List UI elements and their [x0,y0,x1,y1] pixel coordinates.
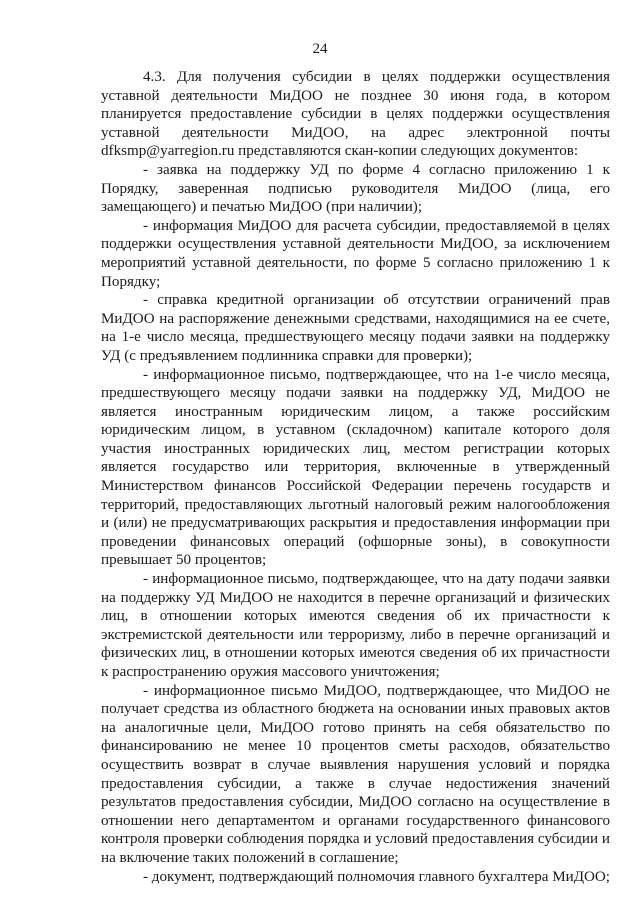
document-body [101,68,610,886]
paragraph-section-4-3: 4.3. Для получения субсидии в целях поддержки осуществления уставной деятельности МиДОО не позднее 30 июня года, в котором планируется предоставление субсидии в целях поддержки осуществления уставной деятельности МиДОО, на адрес электронной почты dfksmp@yarregion.ru представляются скан-копии следующих документов: [101,69,610,160]
page-number: 24 [312,41,328,57]
paragraph-application-form: - заявка на поддержку УД по форме 4 согласно приложению 1 к Порядку, заверенная подписью руководителя МиДОО (лица, его замещающего) и печатью МиДОО (при наличии); [101,161,610,216]
paragraph-chief-accountant-document: - документ, подтверждающий полномочия главного бухгалтера МиДОО; [143,868,610,885]
paragraph-extremism-list-letter: - информационное письмо, подтверждающее, что на дату подачи заявки на поддержку УД МиДОО не находится в перечне организаций и физических лиц, в отношении которых имеются сведения об их причастности к экстремистской деятельности или терроризму, либо в перечне организаций и физических лиц, в отношении которых имеются сведения об их причастности к распространению оружия массового уничтожения; [101,571,610,680]
paragraph-foreign-capital-letter: - информационное письмо, подтверждающее, что на 1-е число месяца, предшествующего месяцу подачи заявки на поддержку УД, МиДОО не является иностранным юридическим лицом, а также российским юридическим лицом, в уставном (складочном) капитале которого доля участия иностранных юридических лиц, местом регистрации которых является государство или территория, включенные в утвержденный Министерством финансов Российской Федерации перечень государств и территорий, предоставляющих льготный налоговый режим налогообложения и (или) не предусматривающих раскрытия и предоставления информации при проведении финансовых операций (офшорные зоны), в совокупности превышает 50 процентов; [101,366,610,569]
paragraph-bank-certificate: - справка кредитной организации об отсутствии ограничений прав МиДОО на распоряжение денежными средствами, находящимися на ее счете, на 1-е число месяца, предшествующего месяцу подачи заявки на поддержку УД (с предъявлением подлинника справки для проверки); [101,292,610,364]
paragraph-subsidy-calculation-info: - информация МиДОО для расчета субсидии, предоставляемой в целях поддержки осуществления уставной деятельности МиДОО, за исключением мероприятий уставной деятельности, по форме 5 согласно приложению 1 к Порядку; [101,217,610,290]
paragraph-budget-obligation-letter: - информационное письмо МиДОО, подтверждающее, что МиДОО не получает средства из областного бюджета на основании иных правовых актов на аналогичные цели, МиДОО готово принять на себя обязательство по финансированию не менее 10 процентов сметы расходов, обязательство осуществить возврат в случае выявления нарушения условий и порядка предоставления субсидии, а также в случае недостижения значений результатов предоставления субсидии, МиДОО согласно на осуществление в отношении него департаментом и органами государственного финансового контроля проверки соблюдения порядка и условий предоставления субсидии и на включение таких положений в соглашение; [101,682,610,866]
